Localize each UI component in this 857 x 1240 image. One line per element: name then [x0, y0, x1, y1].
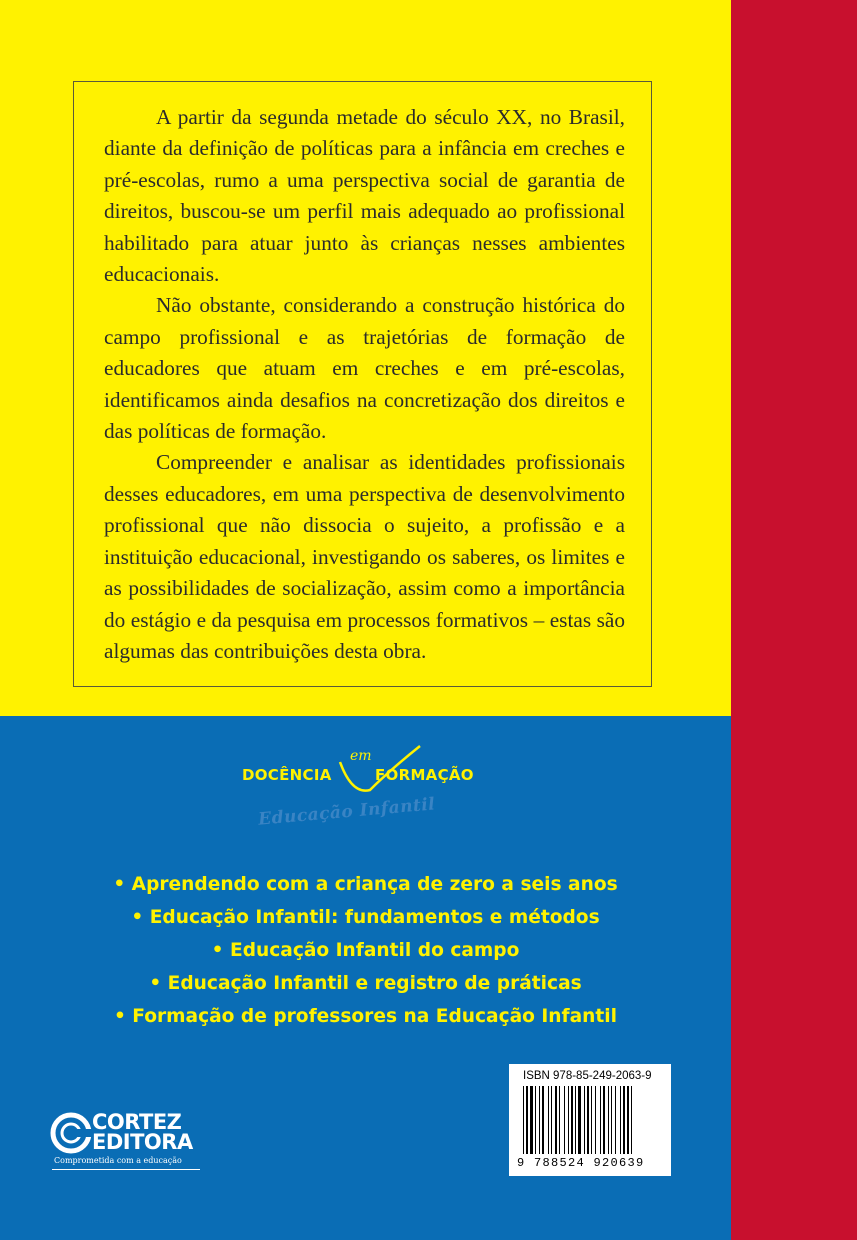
series-word-em: em: [350, 748, 372, 764]
publisher-tagline: Comprometida com a educação: [54, 1156, 182, 1165]
publisher-mark-icon: [50, 1112, 96, 1154]
synopsis-paragraph-3: Compreender e analisar as identidades profissionais desses educadores, em uma perspectiva de desenvolvimento profissional que não dissocia o sujeito, a profissão e a instituição educacional, investigando os saberes, os limites e as possibilidades de socialização, assim como a importância do estágio e da pesquisa em processos formativos – estas são algumas das contribuições desta obra.: [104, 450, 625, 663]
series-word-formacao: FORMAÇÃO: [375, 766, 474, 784]
barcode-box: [509, 1064, 671, 1176]
series-title-item: • Educação Infantil do campo: [211, 940, 520, 961]
isbn-label: ISBN 978-85-249-2063-9: [523, 1070, 652, 1082]
series-title-item: • Formação de professores na Educação Infantil: [113, 1006, 618, 1027]
series-title-item: • Educação Infantil e registro de práticas: [149, 973, 582, 994]
synopsis-paragraph-2: Não obstante, considerando a construção histórica do campo profissional e as trajetórias de formação de educadores que atuam em creches e em pré-escolas, identificamos ainda desafios na concretização dos direitos e das políticas de formação.: [104, 293, 625, 444]
spine-strip: [731, 0, 857, 1240]
publisher-logo: [48, 1110, 200, 1174]
series-title-item: • Aprendendo com a criança de zero a seis anos: [113, 874, 618, 895]
synopsis-paragraph-1: A partir da segunda metade do século XX, no Brasil, diante da definição de políticas para a infância em creches e pré-escolas, rumo a uma perspectiva social de garantia de direitos, buscou-se um perfil mais adequado ao profissional habilitado para atuar junto às crianças nesses ambientes educacionais.: [104, 105, 625, 287]
barcode-icon: [523, 1086, 663, 1156]
synopsis-box: [73, 81, 652, 687]
series-word-docencia: DOCÊNCIA: [242, 766, 332, 784]
series-title-item: • Educação Infantil: fundamentos e métodos: [131, 907, 600, 928]
ean-digits: 9 788524 920639: [517, 1156, 645, 1170]
publisher-name-line2: EDITORA: [92, 1130, 193, 1154]
publisher-rule: [52, 1169, 200, 1170]
series-titles-list: [0, 868, 731, 1033]
series-subtitle: Educação Infantil: [257, 794, 437, 830]
publisher-name-line1: CORTEZ: [92, 1110, 182, 1134]
series-logo: [230, 740, 500, 830]
